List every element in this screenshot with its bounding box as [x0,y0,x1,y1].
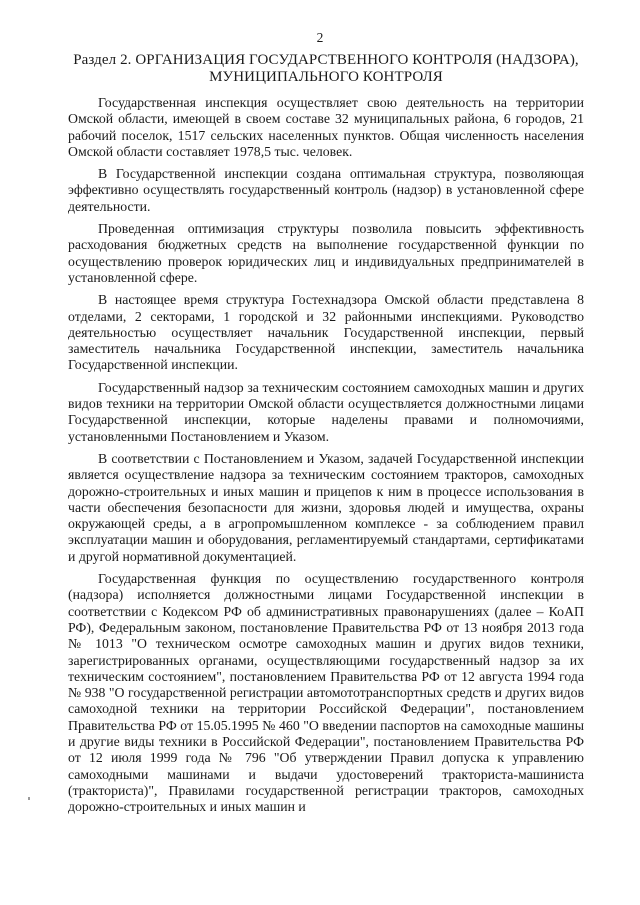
section-heading-line-1: Раздел 2. ОРГАНИЗАЦИЯ ГОСУДАРСТВЕННОГО КОНТРОЛЯ (НАДЗОРА), [73,52,579,68]
page-number: 2 [316,30,324,45]
paragraph-6: В соответствии с Постановлением и Указом, задачей Государственной инспекции является осуществление надзора за техническим состоянием тракторов, самоходных дорожно-строительных и иных машин и прицепов к ним в процессе использования в части обеспечения безопасности для жизни, здоровья людей и имущества, охраны окружающей среды, а в агропромышленном комплексе - за соблюдением правил эксплуатации машин и оборудования, регламентируемый стандартами, сертификатами и другой нормативной документацией. [68,450,584,564]
paragraph-1: Государственная инспекция осуществляет свою деятельность на территории Омской области, имеющей в своем составе 32 муниципальных района, 6 городов, 21 рабочий поселок, 1517 сельских населенных пунктов. Общая численность населения Омской области составляет 1978,5 тыс. человек. [68,95,584,159]
section-heading-line-2: МУНИЦИПАЛЬНОГО КОНТРОЛЯ [209,69,443,85]
scan-margin-mark [28,797,30,800]
paragraph-4: В настоящее время структура Гостехнадзора Омской области представлена 8 отделами, 2 секторами, 1 городской и 32 районными инспекциями. Руководство деятельностью осуществляет начальник Государственной инспекции, первый заместитель начальника Государственной инспекции, заместитель начальника Государственной инспекции. [68,292,584,373]
section-heading [68,52,584,86]
paragraph-7: Государственная функция по осуществлению государственного контроля (надзора) исполняется должностными лицами Государственной инспекции в соответствии с Кодексом РФ об административных правонарушениях (далее – КоАП РФ), Федеральным законом, постановление Правительства РФ от 13 ноября 2013 года № 1013 "О техническом осмотре самоходных машин и других видов техники, зарегистрированных органами, осуществляющими государственный надзор за их техническим состоянием", постановлением Правительства РФ от 12 августа 1994 года № 938 "О государственной регистрации автомототранспортных средств и других видов самоходной техники на территории Российской Федерации", постановлением Правительства РФ от 15.05.1995 № 460 "О введении паспортов на самоходные машины и другие виды техники в Российской Федерации", постановлением Правительства РФ от 12 июля 1999 года № 796 "Об утверждении Правил допуска к управлению самоходными машинами и выдачи удостоверений тракториста-машиниста (тракториста)", Правилами государственной регистрации тракторов, самоходных дорожно-строительных и иных машин и [68,571,584,815]
body-text [68,95,584,821]
paragraph-2: В Государственной инспекции создана оптимальная структура, позволяющая эффективно осуществлять государственный контроль (надзор) в установленной сфере деятельности. [68,166,584,214]
paragraph-3: Проведенная оптимизация структуры позволила повысить эффективность расходования бюджетных средств на выполнение государственной функции по осуществлению проверок юридических лиц и индивидуальных предпринимателей в установленной сфере. [68,221,584,285]
paragraph-5: Государственный надзор за техническим состоянием самоходных машин и других видов техники на территории Омской области осуществляется должностными лицами Государственной инспекции, которые наделены правами и полномочиями, установленными Постановлением и Указом. [68,379,584,444]
